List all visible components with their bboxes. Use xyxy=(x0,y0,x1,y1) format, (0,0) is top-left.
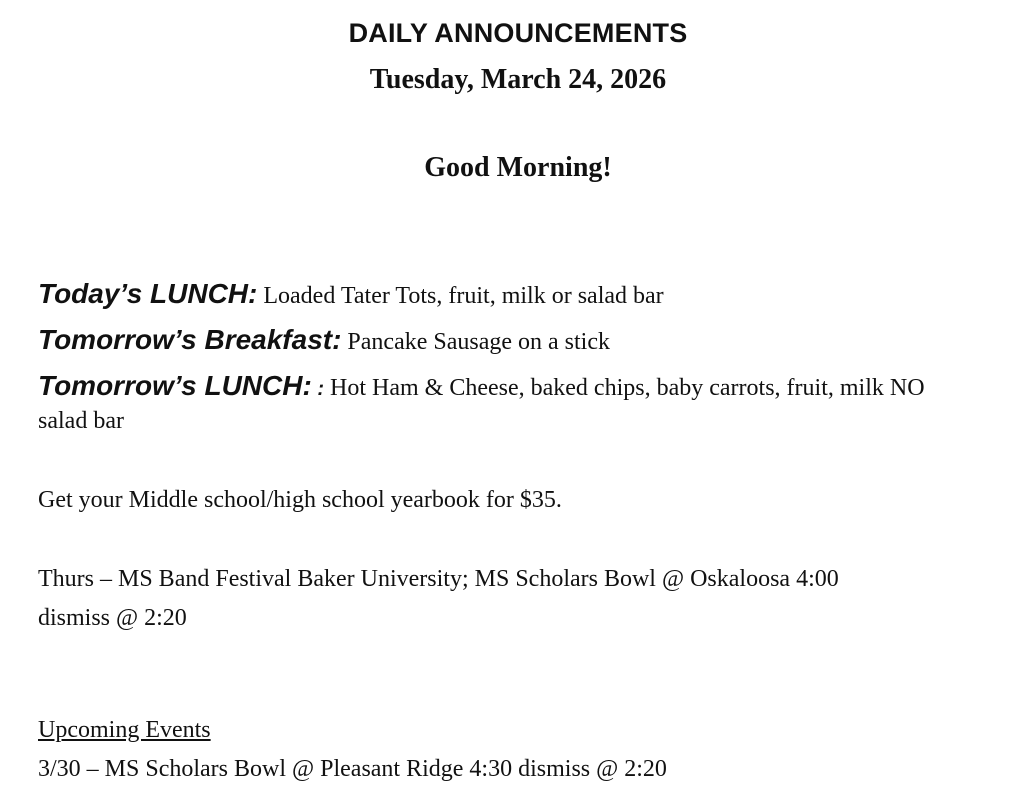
greeting: Good Morning! xyxy=(424,152,612,183)
tomorrow-breakfast-text: Pancake Sausage on a stick xyxy=(341,329,611,355)
thursday-events-line-2: dismiss @ 2:20 xyxy=(38,605,187,631)
announcement-date: Tuesday, March 24, 2026 xyxy=(369,64,667,95)
tomorrow-lunch-text: Hot Ham & Cheese, baked chips, baby carrots, fruit, milk NO xyxy=(324,375,925,401)
tomorrow-lunch-line xyxy=(38,364,1013,411)
thursday-events-line-1: Thurs – MS Band Festival Baker University; MS Scholars Bowl @ Oskaloosa 4:00 xyxy=(38,566,839,592)
yearbook-announcement: Get your Middle school/high school yearbook for $35. xyxy=(38,487,562,513)
tomorrow-lunch-label: Tomorrow’s LUNCH: xyxy=(38,370,312,401)
tomorrow-breakfast-label: Tomorrow’s Breakfast: xyxy=(38,324,342,355)
tomorrow-breakfast-line xyxy=(38,318,1013,364)
upcoming-events-heading: Upcoming Events xyxy=(38,717,211,743)
menu-section xyxy=(38,272,1013,411)
today-lunch-line xyxy=(38,272,1013,318)
tomorrow-lunch-separator: : xyxy=(311,378,324,400)
document-title: DAILY ANNOUNCEMENTS xyxy=(348,18,688,48)
today-lunch-text: Loaded Tater Tots, fruit, milk or salad bar xyxy=(257,283,664,309)
today-lunch-label: Today’s LUNCH: xyxy=(38,278,258,309)
upcoming-event-item: 3/30 – MS Scholars Bowl @ Pleasant Ridge 4:30 dismiss @ 2:20 xyxy=(38,756,667,782)
tomorrow-lunch-text-continued: salad bar xyxy=(38,408,124,434)
